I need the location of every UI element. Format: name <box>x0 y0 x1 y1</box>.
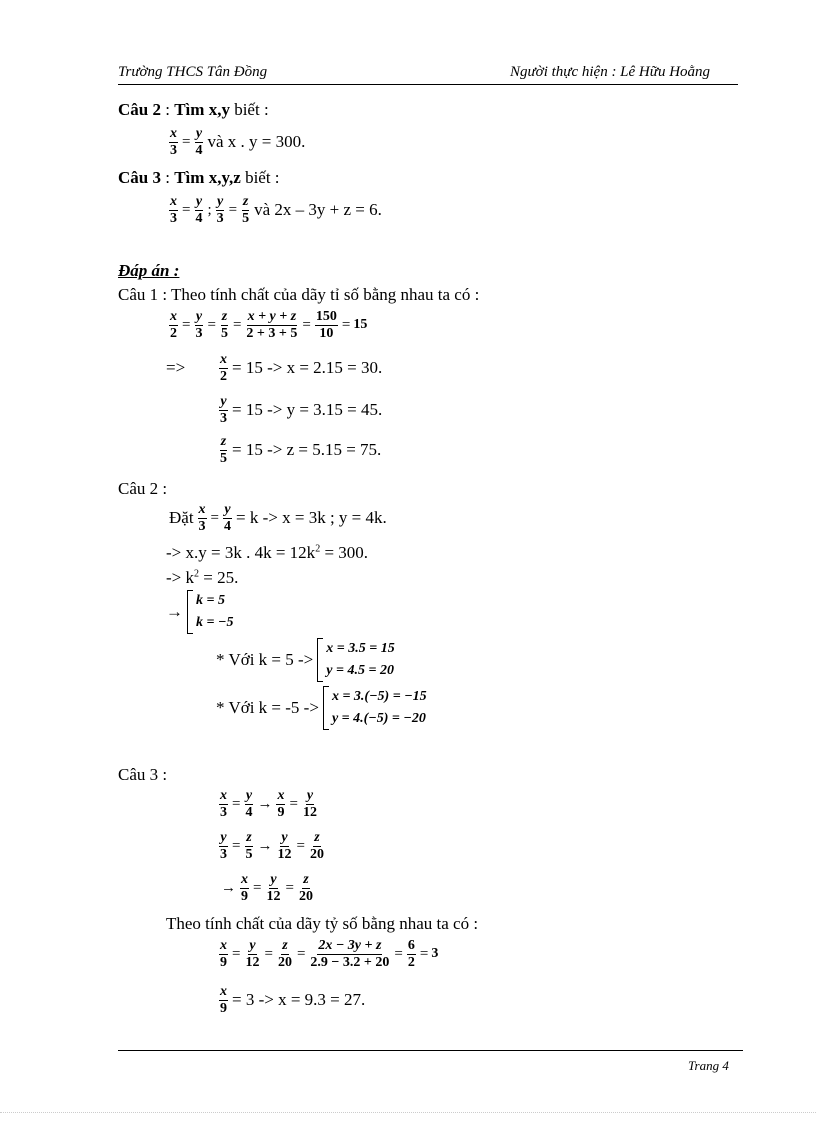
a2-set-k: Đặt $\frac{x}{3}$ = $\frac{y}{4}$ = k -> x = 3k ; y = 4k. <box>169 501 387 534</box>
q3-equation: $\frac{x}{3}$ = $\frac{y}{4}$ ; $\frac{y}{3}$ = $\frac{z}{5}$ và 2x – 3y + z = 6. <box>170 193 382 226</box>
a3-title: Câu 3 : <box>118 765 168 784</box>
a3-intro: Theo tính chất của dãy tỷ số bằng nhau ta có : <box>166 914 479 933</box>
a1-ratio-chain: $\frac{x}{2}$ = $\frac{y}{3}$ = $\frac{z}{5}$ = $\frac{x + y + z}{2 + 3 + 5}$ = $\frac{150}{10}$ = 15 <box>170 308 368 341</box>
a3-eq1: $\frac{x}{3}$ = $\frac{y}{4}$ → $\frac{x}{9}$ = $\frac{y}{12}$ <box>220 787 317 820</box>
q2-title: Câu 2 : Tìm x,y biết : <box>118 100 269 119</box>
a3-eq5: $\frac{x}{9}$ = 3 -> x = 9.3 = 27. <box>220 983 366 1016</box>
q3-title: Câu 3 : Tìm x,y,z biết : <box>118 168 280 187</box>
a1-z-line: $\frac{z}{5}$ = 15 -> z = 5.15 = 75. <box>220 433 382 466</box>
header-rule <box>118 84 738 85</box>
footer-rule <box>118 1050 743 1051</box>
a3-eq4: $\frac{x}{9}$ = $\frac{y}{12}$ = $\frac{z}{20}$ = $\frac{2x - 3y + z}{2.9 - 3.2 + 20}$ = $\frac{6}{2}$ = 3 <box>220 937 439 970</box>
page-bottom-edge <box>0 1112 816 1113</box>
a2-k-squared: -> $k^2 = 25$. <box>166 568 239 587</box>
a2-case-positive: * Với k = 5 -> x = 3.5 = 15 y = 4.5 = 20 <box>216 638 395 682</box>
a3-eq3: → $\frac{x}{9}$ = $\frac{y}{12}$ = $\frac{z}{20}$ <box>221 871 313 904</box>
footer-page-number: Trang 4 <box>688 1058 729 1073</box>
a2-k-cases: → k = 5 k = −5 <box>166 590 233 634</box>
a1-y-line: $\frac{y}{3}$ = 15 -> y = 3.15 = 45. <box>220 393 383 426</box>
a1-implies: => <box>166 358 186 377</box>
answer-title: Đáp án : <box>118 261 180 280</box>
a3-eq2: $\frac{y}{3}$ = $\frac{z}{5}$ → $\frac{y}{12}$ = $\frac{z}{20}$ <box>220 829 324 862</box>
q2-equation: $\frac{x}{3}$ = $\frac{y}{4}$ và x . y = 300. <box>170 125 306 158</box>
a2-case-negative: * Với k = -5 -> x = 3.(−5) = −15 y = 4.(−5) = −20 <box>216 686 427 730</box>
a2-title: Câu 2 : <box>118 479 168 498</box>
header-author: Người thực hiện : Lê Hữu Hoằng <box>510 64 711 80</box>
a1-x-line: $\frac{x}{2}$ = 15 -> x = 2.15 = 30. <box>220 351 383 384</box>
a2-product: -> x.y = 3k . $4k = 12k^2 = 300$. <box>166 543 369 562</box>
a1-intro: Câu 1 : Theo tính chất của dãy tỉ số bằng nhau ta có : <box>118 285 480 304</box>
header-school: Trường THCS Tân Đồng <box>118 64 268 80</box>
